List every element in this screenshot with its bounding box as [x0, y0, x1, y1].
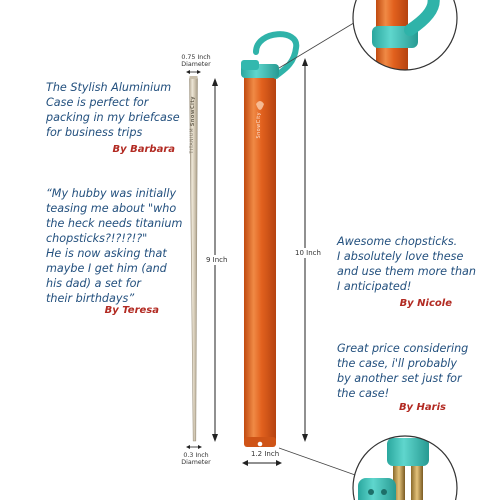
- zoom-line-top: [279, 18, 362, 68]
- teal-cap: [241, 34, 296, 78]
- bottom-diameter-label: 0.3 Inch Diameter: [181, 452, 211, 466]
- chopstick-material-engraving: TITANIUM: [190, 128, 195, 154]
- top-diameter-marker: [186, 70, 201, 74]
- review-text-teresa: “My hubby was initially teasing me about "who the heck needs titanium chopsticks?!?!?!?" He is now asking that maybe I get him (and his dad) a set for their birthdays”: [46, 187, 183, 305]
- case-width-label: 1.2 Inch: [251, 450, 280, 458]
- review-author-teresa: By Teresa: [104, 305, 159, 316]
- review-text-barbara: The Stylish Aluminium Case is perfect for packing in my briefcase for business trips: [46, 81, 180, 139]
- chopstick-length-label: 9 Inch: [206, 256, 228, 264]
- bottom-diameter-marker: [186, 445, 202, 449]
- review-text-nicole: Awesome chopsticks. I absolutely love these and use them more than I anticipated!: [337, 235, 476, 293]
- review-author-nicole: By Nicole: [399, 298, 452, 309]
- review-text-haris: Great price considering the case, i'll probably by another set just for the case!: [337, 342, 469, 400]
- case-length-label: 10 Inch: [295, 249, 321, 257]
- zoom-line-bottom: [279, 448, 358, 476]
- review-author-haris: By Haris: [398, 402, 446, 413]
- zoom-circle-top: [350, 0, 460, 70]
- case-brand-engraving: SnowCity: [256, 112, 262, 139]
- chopstick-brand-engraving: SnowCity: [190, 96, 196, 127]
- review-author-barbara: By Barbara: [112, 144, 175, 155]
- top-diameter-label: 0.75 Inch Diameter: [181, 54, 211, 68]
- zoom-circle-bottom: [350, 430, 460, 500]
- case-width-dimension: [242, 460, 282, 466]
